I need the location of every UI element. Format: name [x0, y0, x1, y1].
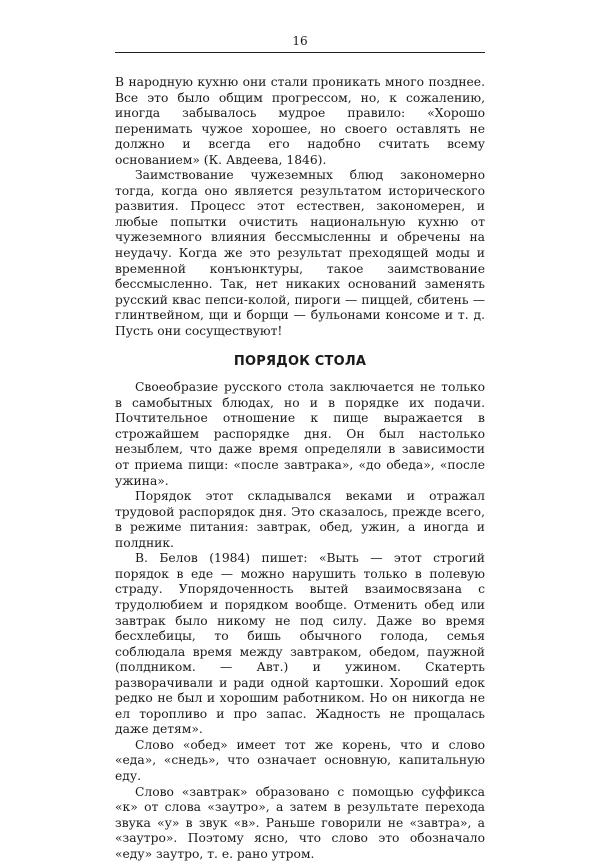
paragraph-borrowing: Заимствование чужеземных блюд закономерно тогда, когда оно является результатом исторического развития. Процесс этот естествен, закономерен, и любые попытки очистить национальную кухню от чужеземного влияния бессмысленны и обречены на неудачу. Когда же это результат преходящей моды и временной конъюнктуры, такое заимствование бессмысленно. Так, нет никаких оснований заменять русский квас пепси-колой, пироги — пиццей, сбитень — глинтвейном, щи и борщи — бульонами консоме и т. д. Пусть они сосуществуют!	[115, 168, 485, 338]
paragraph-belov-quote: В. Белов (1984) пишет: «Выть — этот строгий порядок в еде — можно нарушить только в полевую страду. Упорядоченность вытей взаимосвязана с трудолюбием и порядком вообще. Отменить обед или завтрак было никому не под силу. Даже во время бесхлебицы, то бишь обычного голода, семья соблюдала время между завтраком, обедом, паужной (полдником. — Авт.) и ужином. Скатерть разворачивали и ради одной картошки. Хороший едок редко не был и хорошим работником. Но он никогда не ел торопливо и про запас. Жадность не прощалась даже детям».	[115, 551, 485, 737]
paragraph-obed-word: Слово «обед» имеет тот же корень, что и слово «еда», «снедь», что означает основную, капитальную еду.	[115, 737, 485, 783]
paragraph-table-originality: Своеобразие русского стола заключается не только в самобытных блюдах, но и в порядке их подачи. Почтительное отношение к пище выражается в строжайшем распорядке дня. Он был настолько незыблем, что даже время определяли в зависимости от приема пищи: «после завтрака», «до обеда», «после ужина».	[115, 380, 485, 488]
section-heading: ПОРЯДОК СТОЛА	[233, 354, 367, 370]
paragraph-daily-routine: Порядок этот складывался веками и отражал трудовой распорядок дня. Это сказалось, прежде всего, в режиме питания: завтрак, обед, ужин, а иногда и полдник.	[115, 489, 485, 550]
header-rule	[115, 52, 485, 53]
paragraph-continuation: В народную кухню они стали проникать много позднее. Все это было общим прогрессом, но, к сожалению, иногда забывалось мудрое правило: «Хорошо перенимать чужое хорошее, но своего оставлять не должно и всегда его надобно считать всему основанием» (К. Авдеева, 1846).	[115, 75, 485, 167]
page-number: 16	[292, 34, 308, 48]
book-page	[115, 34, 485, 862]
paragraph-zavtrak-word: Слово «завтрак» образовано с помощью суффикса «к» от слова «заутро», а затем в результате перехода звука «у» в звук «в». Раньше говорили не «завтра», а «заутро». Поэтому ясно, что слово это обозначало «еду» заутро, т. е. рано утром.	[115, 784, 485, 861]
